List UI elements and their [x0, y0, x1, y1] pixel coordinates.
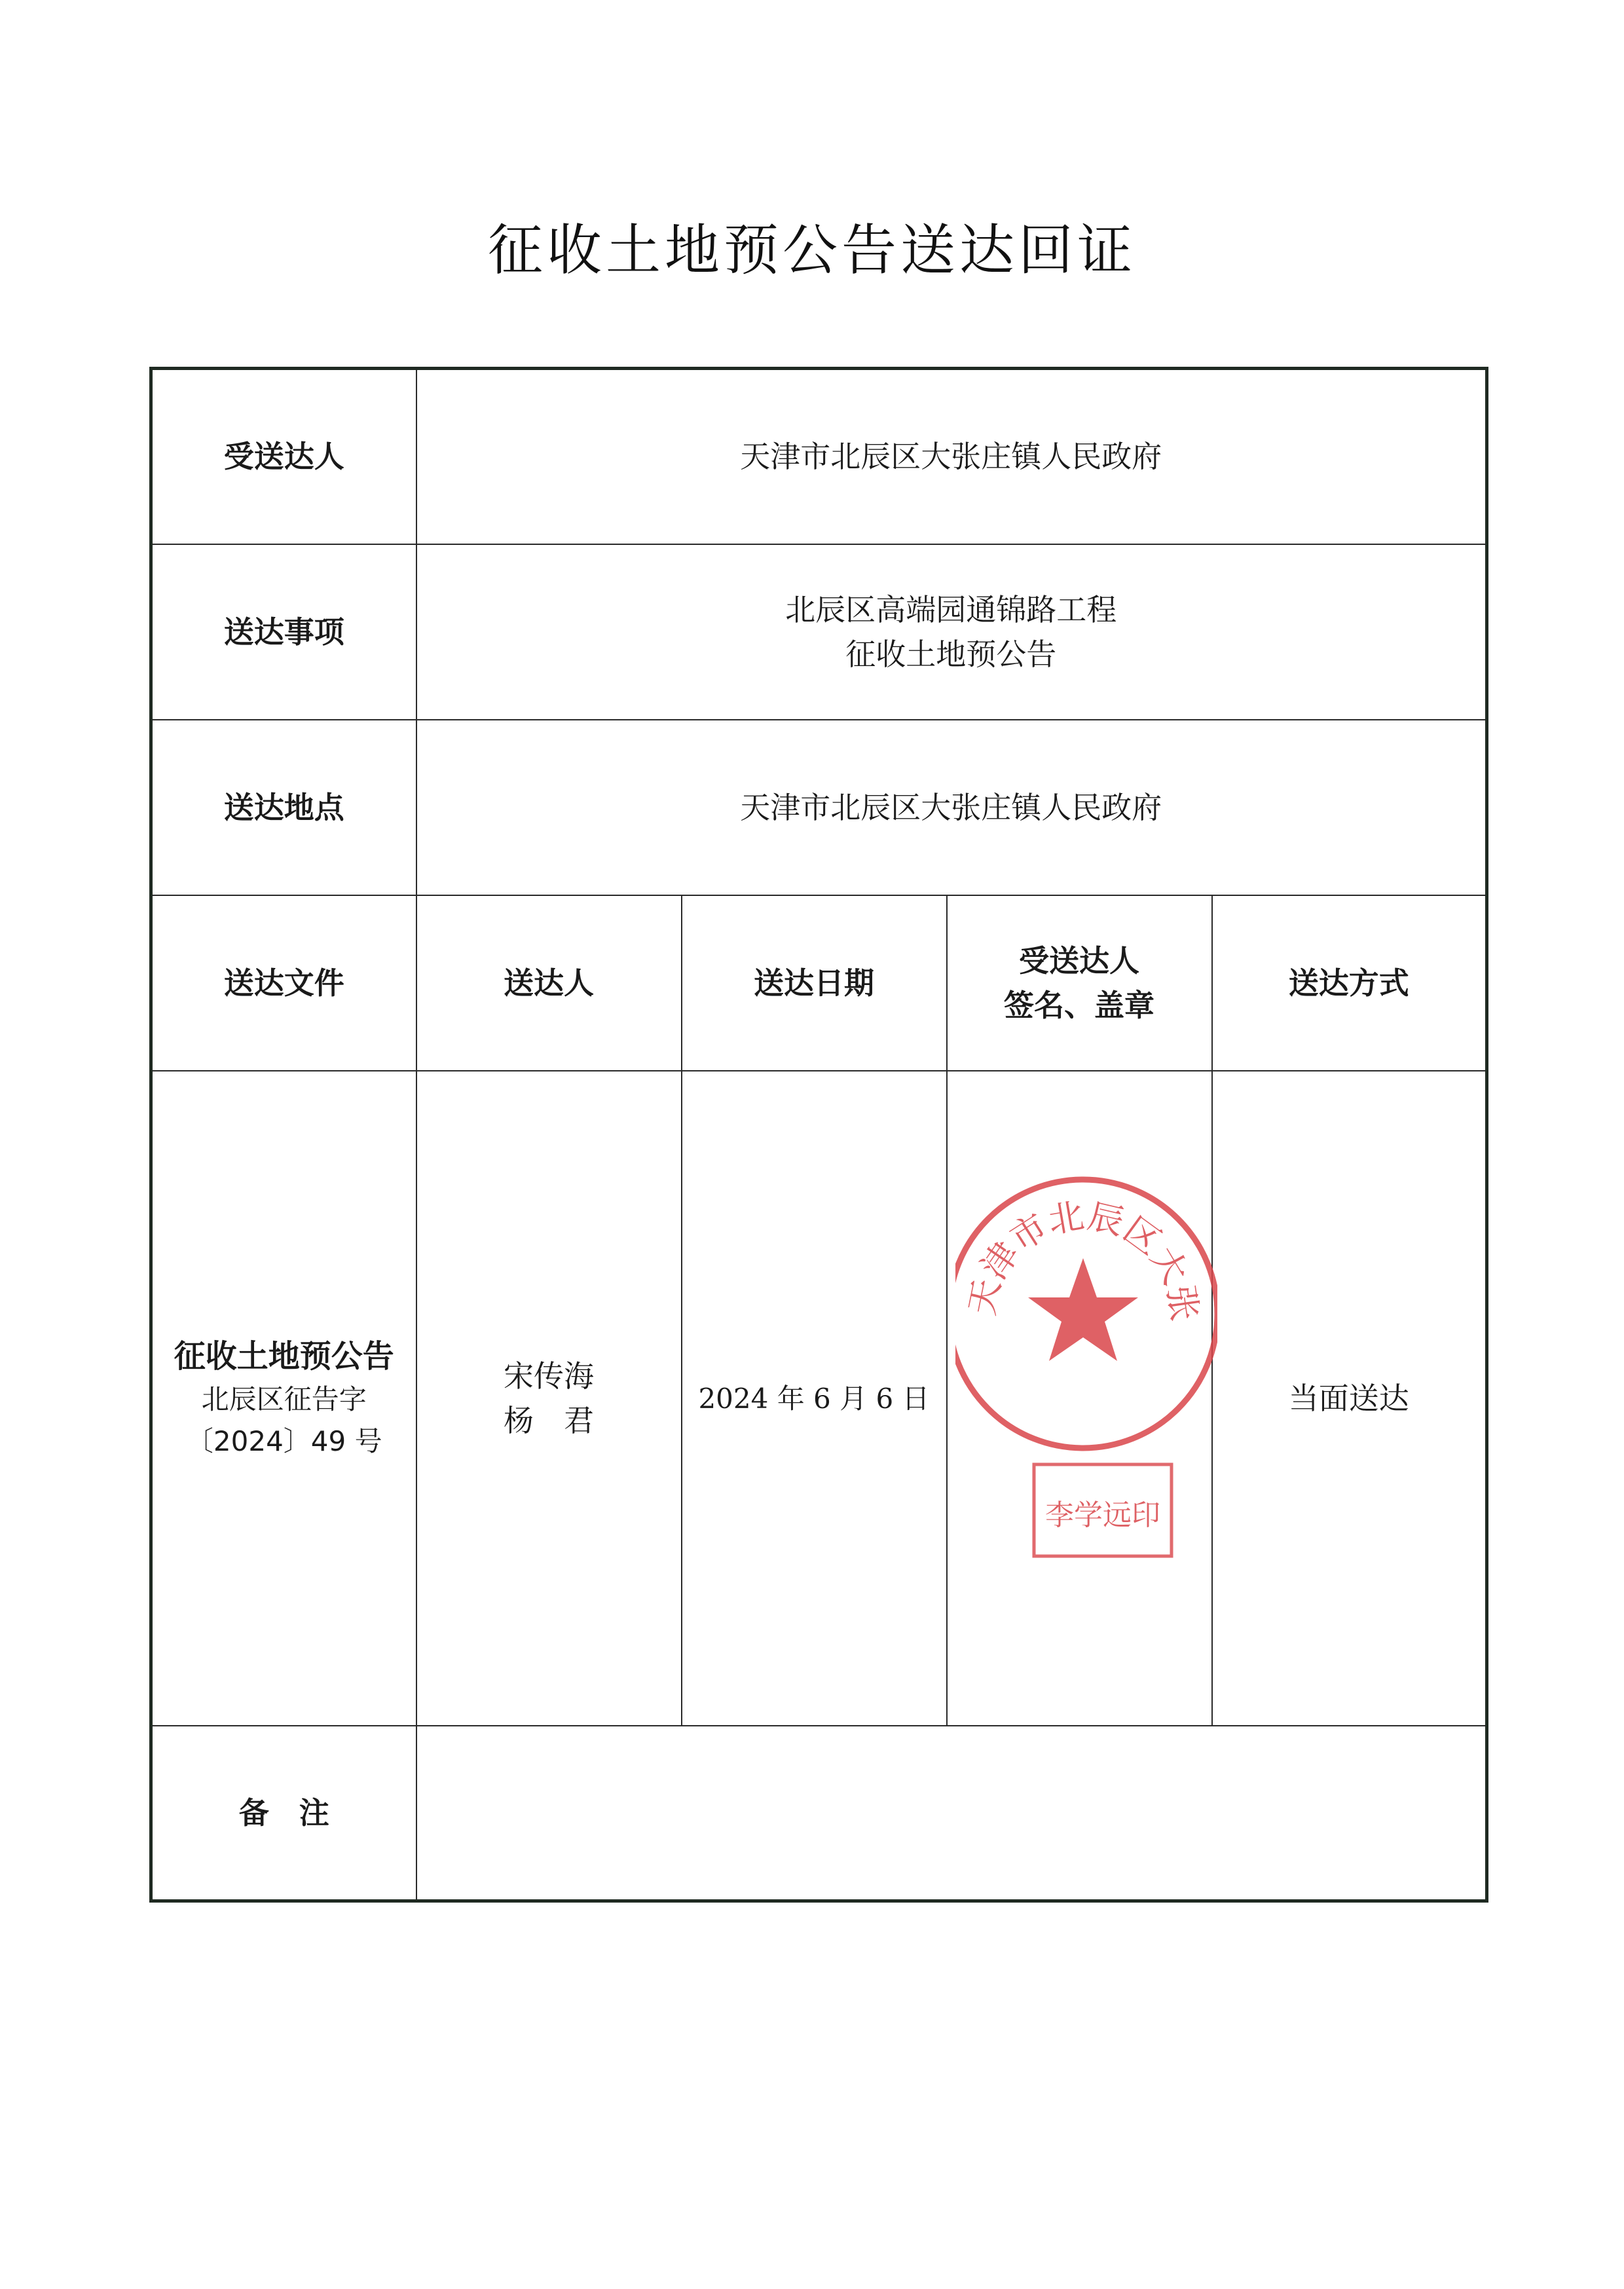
- star-icon: [1028, 1258, 1138, 1361]
- place-value: 天津市北辰区大张庄镇人民政府: [416, 720, 1487, 895]
- header-method: 送达方式: [1212, 895, 1487, 1071]
- remarks-value: [416, 1726, 1487, 1901]
- personal-seal: [1034, 1464, 1172, 1556]
- service-date: 2024 年 6 月 6 日: [698, 1382, 930, 1415]
- matter-label: 送达事项: [151, 544, 416, 720]
- entry-signature: [947, 1071, 1212, 1726]
- recipient-value: 天津市北辰区大张庄镇人民政府: [416, 369, 1487, 544]
- place-row: [151, 720, 1487, 895]
- entry-document: [151, 1071, 416, 1726]
- recipient-label: 受送达人: [151, 369, 416, 544]
- official-seal: [955, 1130, 1217, 1448]
- header-signature-line-1: 受送达人: [1019, 942, 1139, 978]
- document-number-line-1: 北辰区征告字: [201, 1383, 367, 1415]
- server-name-1: 宋传海: [504, 1358, 594, 1394]
- stamp-graphics: [955, 1130, 1217, 1563]
- remarks-label: 备 注: [151, 1726, 416, 1901]
- entry-method: 当面送达: [1212, 1071, 1487, 1726]
- place-label: 送达地点: [151, 720, 416, 895]
- header-signature: [947, 895, 1212, 1071]
- recipient-row: [151, 369, 1487, 544]
- matter-line-2: 征收土地预公告: [845, 636, 1057, 672]
- entry-servers: [416, 1071, 682, 1726]
- entry-row: [151, 1071, 1487, 1726]
- header-document: 送达文件: [151, 895, 416, 1071]
- matter-row: [151, 544, 1487, 720]
- server-name-2: 杨 君: [504, 1402, 594, 1438]
- document-title: 征收土地预公告: [174, 1337, 394, 1375]
- header-date: 送达日期: [682, 895, 947, 1071]
- receipt-table: [149, 367, 1488, 1903]
- personal-seal-text: 李学远印: [1044, 1498, 1160, 1532]
- document-number-line-2: 〔2024〕49 号: [185, 1424, 382, 1457]
- official-seal-text-path: 天津市北辰区大张: [960, 1194, 1206, 1324]
- header-row: [151, 895, 1487, 1071]
- page-title: 征收土地预公告送达回证: [487, 218, 1136, 282]
- matter-value: [416, 544, 1487, 720]
- matter-line-1: 北辰区高端园通锦路工程: [785, 591, 1117, 627]
- entry-date: [682, 1071, 947, 1726]
- header-server: 送达人: [416, 895, 682, 1071]
- header-signature-line-2: 签名、盖章: [1004, 987, 1154, 1023]
- stamps: [955, 1130, 1217, 1563]
- remarks-row: [151, 1726, 1487, 1901]
